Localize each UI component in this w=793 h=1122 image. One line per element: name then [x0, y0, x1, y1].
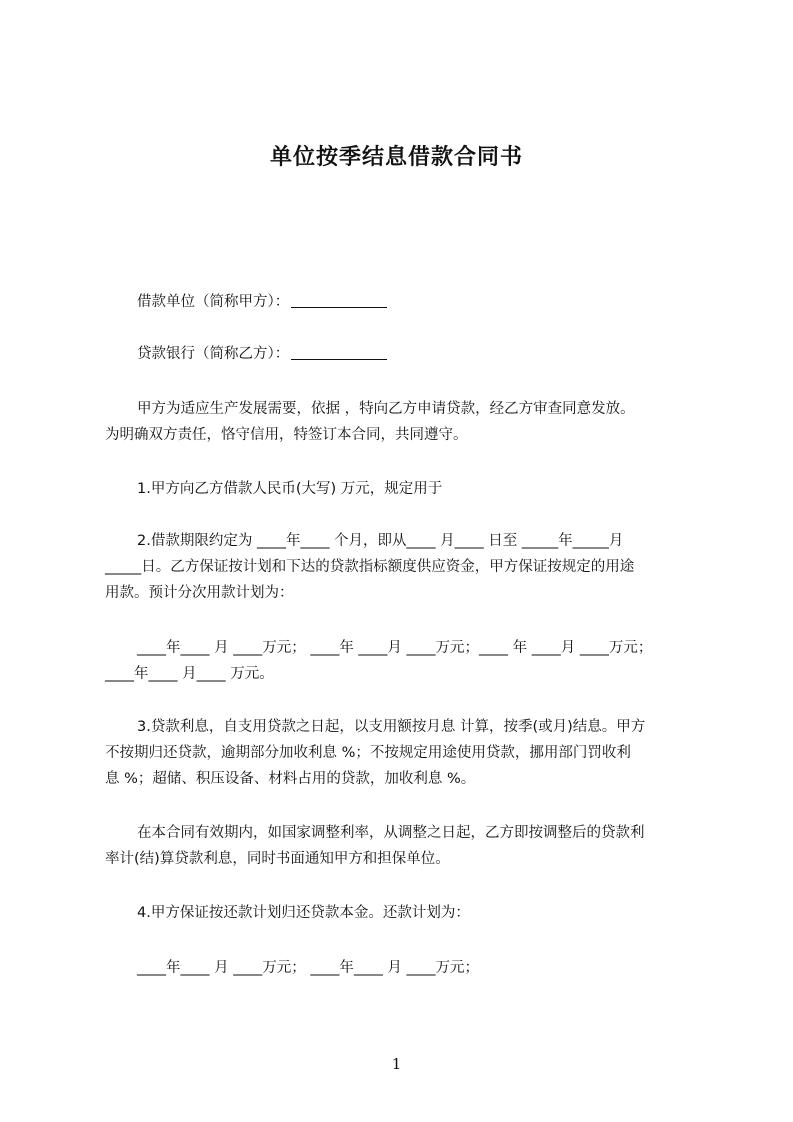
borrower-blank: [291, 293, 387, 308]
intro-line-1: 甲方为适应生产发展需要，依据 ，特向乙方申请贷款，经乙方审查同意发放。: [137, 401, 635, 417]
lender-label: 贷款银行（简称乙方）：: [137, 346, 290, 362]
borrower-field: [137, 289, 387, 315]
clause-3-line-2: 不按期归还贷款，逾期部分加收利息 %；不按规定用途使用贷款，挪用部门罚收利: [105, 745, 631, 761]
borrower-label: 借款单位（简称甲方）：: [137, 294, 290, 310]
clause-2-line-3: 用款。预计分次用款计划为：: [105, 585, 294, 601]
lender-field: [137, 341, 387, 367]
rate-adjust-line-1: 在本合同有效期内，如国家调整利率，从调整之日起，乙方即按调整后的贷款利: [137, 825, 645, 841]
intro-line-2: 为明确双方责任，恪守信用，特签订本合同，共同遵守。: [105, 427, 468, 443]
document-title: 单位按季结息借款合同书: [269, 145, 523, 170]
page-number: 1: [391, 1055, 402, 1073]
rate-adjust-line-2: 率计(结)算贷款利息，同时书面通知甲方和担保单位。: [105, 851, 450, 867]
lender-blank: [291, 345, 387, 360]
clause-1: 1.甲方向乙方借款人民币(大写) 万元，规定用于: [137, 481, 443, 497]
clause-2-line-1: 2.借款期限约定为 ____年____ 个月，即从____ 月____ 日至 _____年_____月: [137, 533, 624, 549]
schedule-1-line-2: ____年____ 月____ 万元。: [105, 666, 274, 682]
clause-4: 4.甲方保证按还款计划归还贷款本金。还款计划为：: [137, 905, 470, 921]
clause-2-line-2: _____日。乙方保证按计划和下达的贷款指标额度供应资金，甲方保证按规定的用途: [105, 559, 635, 575]
schedule-2: ____年____ 月 ____万元； ____年____ 月 ____万元；: [137, 960, 480, 976]
clause-3-line-1: 3.贷款利息，自支用贷款之日起，以支用额按月息 计算，按季(或月)结息。甲方: [137, 719, 646, 735]
schedule-1-line-1: ____年____ 月 ____万元； ____年 ____月 ____万元；____ 年 ____月 ____万元；: [137, 640, 653, 656]
clause-3-line-3: 息 %；超储、积压设备、材料占用的贷款，加收利息 %。: [105, 771, 476, 787]
